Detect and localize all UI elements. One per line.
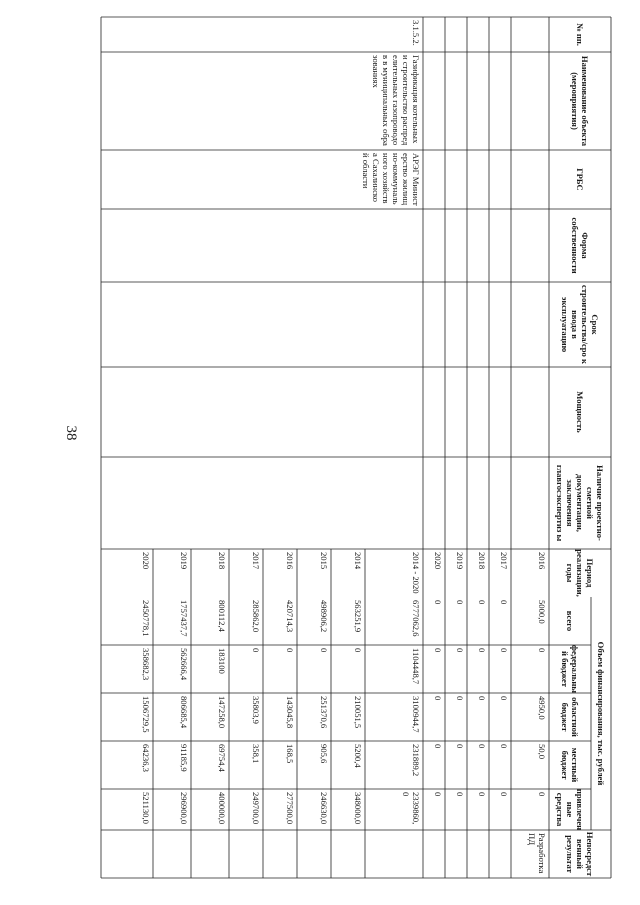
lower-row-attracted: 521130,0 — [141, 792, 151, 824]
lower-row-federal: 0 — [285, 648, 295, 653]
upper-row-regional: 0 — [477, 696, 487, 701]
upper-row-total: 0 — [455, 600, 465, 605]
upper-row-total: 5000,0 — [537, 600, 547, 624]
lower-row-attracted: 246630,0 — [319, 792, 329, 825]
upper-row-attracted: 0 — [499, 792, 509, 797]
header-result: Непосредст венный результат — [565, 831, 595, 877]
lower-row-local: 231889,2 — [411, 744, 421, 777]
lower-row-total: 6777062,6 — [411, 600, 421, 637]
lower-row-attracted: 296900,0 — [179, 792, 189, 825]
lower-row-local: 168,5 — [285, 744, 295, 764]
upper-row-regional: 0 — [499, 696, 509, 701]
lower-row-period: 2018 — [217, 552, 227, 570]
upper-row-local: 0 — [433, 744, 443, 749]
upper-row-result — [489, 830, 511, 878]
upper-row-local: 0 — [499, 744, 509, 749]
lower-row-attracted: 348000,0 — [353, 792, 363, 825]
upper-row-attracted: 0 — [537, 792, 547, 797]
lower-row-period: 2020 — [141, 552, 151, 570]
rotated-table-content — [101, 17, 611, 878]
lower-row-attracted: 277500,0 — [285, 792, 295, 825]
lower-row-local: 358,1 — [251, 744, 261, 764]
header-total: всего — [565, 610, 575, 632]
lower-row-federal: 562666,4 — [179, 648, 189, 681]
upper-row-regional: 0 — [455, 696, 465, 701]
lower-row-total: 563251,9 — [353, 600, 363, 633]
upper-row-federal: 0 — [537, 648, 547, 653]
header-name: Наименование объекта (мероприятия) — [570, 55, 590, 147]
header-attracted: привлечен ные средства — [555, 789, 585, 830]
lower-row-federal: 0 — [251, 648, 261, 653]
lower-row-period: 2014 — [353, 552, 363, 570]
item-name: Газификация котельных и строительство распределительных газопроводов в муниципальных образованиях — [371, 55, 421, 146]
upper-row-local: 0 — [477, 744, 487, 749]
lower-row-period: 2014 - 2020 — [411, 552, 421, 594]
header-regional: областной бюджет — [560, 697, 580, 737]
page-number: 38 — [63, 425, 79, 441]
header-ownership: Форма собственности — [570, 217, 590, 274]
header-design: Наличие проектно-сметной документации, заключения главгосэкспертиз ы — [555, 464, 605, 542]
header-capacity: Мощность — [575, 391, 585, 433]
lower-row-local: 69754,4 — [217, 744, 227, 772]
upper-row-total: 0 — [477, 600, 487, 605]
header-num: № пп. — [575, 23, 585, 46]
lower-row-total: 1757437,7 — [179, 600, 189, 637]
lower-row-regional: 147258,0 — [217, 696, 227, 729]
lower-row-attracted: 2339860,0 — [401, 792, 421, 825]
lower-row-federal: 0 — [319, 648, 329, 653]
lower-row-regional: 210051,5 — [353, 696, 363, 729]
upper-row-federal: 0 — [499, 648, 509, 653]
item-number: 3.1.5.2. — [411, 20, 421, 46]
lower-row-total: 2450778,1 — [141, 600, 151, 637]
upper-row-attracted: 0 — [455, 792, 465, 797]
upper-row-federal: 0 — [455, 648, 465, 653]
upper-row-regional: 0 — [433, 696, 443, 701]
upper-row-attracted: 0 — [477, 792, 487, 797]
item-grbs: АРЭГ Министерство жилищно-коммунального хозяйства Сахалинской области — [361, 153, 421, 206]
lower-row-federal: 358682,3 — [141, 648, 151, 681]
header-federal: федеральны й бюджет — [560, 645, 580, 693]
lower-row-federal: 183100 — [217, 648, 227, 674]
upper-row-result — [445, 830, 467, 878]
lower-row-regional: 35803,9 — [251, 696, 261, 724]
lower-row-federal: 1104448,7 — [411, 648, 421, 685]
lower-row-regional: 806685,4 — [179, 696, 189, 729]
upper-row-period: 2016 — [537, 552, 547, 570]
lower-row-period: 2016 — [285, 552, 295, 570]
upper-row-federal: 0 — [477, 648, 487, 653]
lower-row-regional: 251370,6 — [319, 696, 329, 729]
upper-row-period: 2020 — [433, 552, 443, 570]
upper-row-federal: 0 — [433, 648, 443, 653]
lower-row-local: 905,6 — [319, 744, 329, 764]
lower-row-period: 2019 — [179, 552, 189, 570]
lower-row-total: 498906,2 — [319, 600, 329, 633]
lower-row-local: 64236,3 — [141, 744, 151, 772]
lower-row-period: 2017 — [251, 552, 261, 570]
upper-row-total: 0 — [499, 600, 509, 605]
lower-row-period: 2015 — [319, 552, 329, 570]
upper-row-period: 2018 — [477, 552, 487, 570]
upper-row-attracted: 0 — [433, 792, 443, 797]
lower-row-federal: 0 — [353, 648, 363, 653]
lower-row-attracted: 249700,0 — [251, 792, 261, 825]
upper-row-total: 0 — [433, 600, 443, 605]
lower-row-regional: 1506729,5 — [141, 696, 151, 733]
header-grbs: ГРБС — [575, 168, 585, 191]
upper-row-period: 2019 — [455, 552, 465, 570]
lower-row-attracted: 400000,0 — [217, 792, 227, 825]
upper-row-local: 0 — [455, 744, 465, 749]
upper-row-result: Разработка ПД — [527, 833, 547, 874]
upper-row-result — [467, 830, 489, 878]
upper-row-local: 50,0 — [537, 744, 547, 760]
header-term: Срок строительства/сро к ввода в эксплуатацию — [560, 285, 600, 364]
header-local: местный бюджет — [560, 747, 580, 783]
lower-row-local: 5200,4 — [353, 744, 363, 768]
lower-row-regional: 143045,8 — [285, 696, 295, 729]
header-period: Период реализации, годы — [565, 549, 595, 597]
lower-row-total: 285862,0 — [251, 600, 261, 633]
lower-row-total: 420714,3 — [285, 600, 295, 633]
lower-row-total: 800112,4 — [217, 600, 227, 632]
financing-table — [101, 17, 611, 878]
lower-row-regional: 3100944,7 — [411, 696, 421, 733]
upper-row-result — [423, 830, 445, 878]
upper-row-regional: 4950,0 — [537, 696, 547, 720]
lower-row-local: 91185,9 — [179, 744, 189, 772]
header-financing-group: Объем финансирования, тыс. рублей — [596, 641, 606, 786]
upper-row-period: 2017 — [499, 552, 509, 570]
